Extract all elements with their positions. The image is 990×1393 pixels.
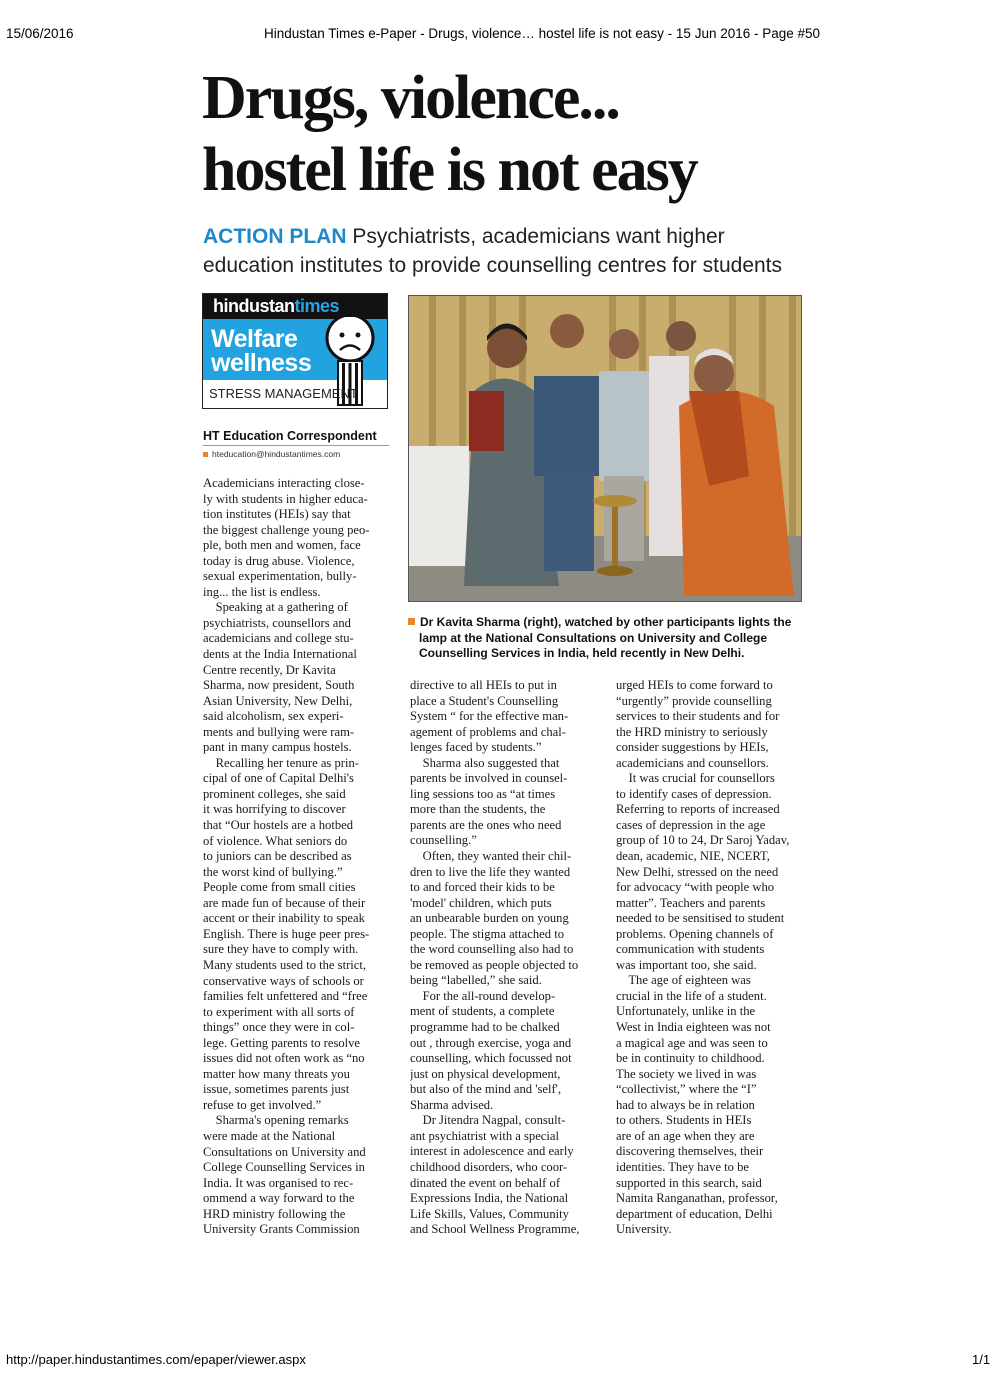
article-text-line: issue, sometimes parents just [203, 1082, 350, 1097]
article-text-line: place a Student's Counselling [410, 693, 559, 708]
article-text-line: identities. They have to be [616, 1159, 750, 1174]
article-text-line: dents at the India International [203, 647, 357, 662]
article-text-line: ly with students in higher educa- [203, 491, 368, 506]
article-text-line: needed to be sensitised to student [616, 911, 785, 926]
bullet-square-icon [203, 452, 208, 457]
article-text-line: said alcoholism, sex experi- [203, 709, 344, 724]
article-text-line: It was crucial for counsellors [616, 771, 775, 786]
article-text-line: Consultations on University and [203, 1144, 366, 1159]
article-text-line: today is drug abuse. Violence, [203, 553, 355, 568]
article-text-line: and School Wellness Programme, [410, 1222, 580, 1237]
article-text-line: things” once they were in col- [203, 1020, 355, 1035]
article-text-line: English. There is huge peer pres- [203, 926, 370, 941]
article-text-line: India. It was organised to rec- [203, 1175, 354, 1190]
article-text-line: matter”. Teachers and parents [616, 895, 766, 910]
logo-tagline: STRESS MANAGEMENT [209, 386, 358, 401]
article-text-line: Life Skills, Values, Community [410, 1206, 569, 1221]
article-text-line: cipal of one of Capital Delhi's [203, 771, 354, 786]
deck-text-1: Psychiatrists, academicians want higher [352, 225, 725, 248]
article-text-line: to experiment with all sorts of [203, 1004, 355, 1019]
article-text-line: were made at the National [203, 1128, 336, 1143]
article-text-line: be removed as people objected to [410, 957, 579, 972]
article-text-line: are of an age when they are [616, 1128, 755, 1143]
article-text-line: For the all-round develop- [410, 988, 556, 1003]
article-text-line: had to always be in relation [616, 1097, 755, 1112]
article-text-line: “collectivist,” where the “I” [616, 1082, 757, 1097]
article-text-line: Sharma, now president, South [203, 678, 355, 693]
article-text-line: Speaking at a gathering of [203, 600, 348, 615]
article-text-line: interest in adolescence and early [410, 1144, 574, 1159]
article-text-line: of violence. What seniors do [203, 833, 348, 848]
article-text-line: lege. Getting parents to resolve [203, 1035, 361, 1050]
article-text-line: the worst kind of bullying.” [203, 864, 343, 879]
article-text-line: was important too, she said. [616, 957, 757, 972]
article-text-line: ments and bullying were ram- [203, 724, 355, 739]
article-text-line: Referring to reports of increased [616, 802, 780, 817]
article-headline [202, 62, 802, 206]
article-text-line: people. The stigma attached to [410, 926, 564, 941]
article-text-line: an unbearable burden on young [410, 911, 569, 926]
article-deck [203, 222, 803, 280]
byline-email-text: hteducation@hindustantimes.com [212, 449, 341, 459]
deck-line-2: education institutes to provide counselling centres for students [203, 254, 783, 277]
article-text-line: it was horrifying to discover [203, 802, 346, 817]
article-text-line: ple, both men and women, face [203, 538, 361, 553]
article-column-2 [410, 678, 598, 1238]
logo-word-wellness: wellness [211, 349, 312, 377]
article-text-line: the word counselling also had to [410, 942, 574, 957]
article-text-line: pant in many campus hostels. [203, 740, 352, 755]
article-text-line: Dr Jitendra Nagpal, consult- [410, 1113, 566, 1128]
article-text-line: People come from small cities [203, 880, 356, 895]
article-text-line: Asian University, New Delhi, [203, 693, 353, 708]
article-text-line: College Counselling Services in [203, 1160, 365, 1175]
article-text-line: issues did not often work as “no [203, 1051, 365, 1066]
logo-word-welfare: Welfare [211, 325, 298, 353]
article-text-line: Namita Ranganathan, professor, [616, 1191, 778, 1206]
article-text-line: lenges faced by students.” [410, 740, 542, 755]
article-text-line: department of education, Delhi [616, 1206, 773, 1221]
byline-email [203, 449, 340, 459]
article-text-line: The age of eighteen was [616, 973, 751, 988]
article-text-line: ommend a way forward to the [203, 1191, 355, 1206]
article-text-line: agement of problems and chal- [410, 724, 566, 739]
byline-author: HT Education Correspondent [203, 429, 377, 443]
article-text-line: are made fun of because of their [203, 895, 366, 910]
article-text-line: The society we lived in was [616, 1066, 757, 1081]
article-text-line: that “Our hostels are a hotbed [203, 818, 354, 833]
event-photo-illustration [409, 296, 801, 601]
caption-line-3: Counselling Services in India, held recently in New Delhi. [419, 646, 745, 660]
welfare-wellness-logo [202, 293, 388, 409]
article-text-line: to juniors can be described as [203, 849, 352, 864]
article-text-line: Expressions India, the National [410, 1191, 569, 1206]
article-text-line: Sharma's opening remarks [203, 1113, 349, 1128]
print-date: 15/06/2016 [6, 26, 74, 41]
article-text-line: Recalling her tenure as prin- [203, 755, 359, 770]
headline-line-1: Drugs, violence... [202, 64, 619, 132]
print-url: http://paper.hindustantimes.com/epaper/viewer.aspx [6, 1352, 306, 1367]
caption-line-1 [408, 615, 802, 631]
article-text-line: childhood disorders, who coor- [410, 1159, 568, 1174]
article-text-line: to others. Students in HEIs [616, 1113, 752, 1128]
article-text-line: crucial in the life of a student. [616, 988, 767, 1003]
deck-line-1 [203, 222, 803, 251]
article-text-line: accent or their inability to speak [203, 911, 365, 926]
article-text-line: Sharma advised. [410, 1097, 494, 1112]
article-text-line: for advocacy “with people who [616, 880, 775, 895]
article-text-line: discovering themselves, their [616, 1144, 764, 1159]
byline-divider [203, 445, 389, 446]
article-text-line: prominent colleges, she said [203, 786, 346, 801]
logo-brand-part-2: times [294, 296, 340, 316]
photo-caption [408, 615, 802, 662]
article-text-line: sexual experimentation, bully- [203, 569, 357, 584]
print-page-number: 1/1 [972, 1352, 990, 1367]
article-text-line: communication with students [616, 942, 765, 957]
article-text-line: New Delhi, stressed on the need [616, 864, 779, 879]
article-text-line: ing... the list is endless. [203, 584, 321, 599]
article-text-line: tion institutes (HEIs) say that [203, 507, 351, 522]
article-text-line: more than the students, the [410, 802, 546, 817]
article-text-line: Many students used to the strict, [203, 957, 366, 972]
article-text-line: just on physical development, [410, 1066, 561, 1081]
article-text-line: Centre recently, Dr Kavita [203, 662, 336, 677]
article-text-line: parents be involved in counsel- [410, 771, 568, 786]
article-text-line: West in India eighteen was not [616, 1020, 771, 1035]
article-text-line: to and forced their kids to be [410, 880, 555, 895]
article-text-line: matter how many threats you [203, 1066, 350, 1081]
article-text-line: 'model' children, which puts [410, 895, 552, 910]
article-text-line: cases of depression in the age [616, 817, 766, 832]
article-text-line: to identify cases of depression. [616, 786, 772, 801]
article-text-line: but also of the mind and 'self', [410, 1082, 562, 1097]
article-text-line: the HRD ministry to seriously [616, 724, 768, 739]
article-text-line: System “ for the effective man- [410, 709, 569, 724]
article-text-line: urged HEIs to come forward to [616, 678, 773, 692]
article-text-line: being “labelled,” she said. [410, 973, 542, 988]
article-text-line: Unfortunately, unlike in the [616, 1004, 756, 1019]
caption-line-2: lamp at the National Consultations on University and College [419, 630, 768, 645]
article-text-line: problems. Opening channels of [616, 926, 774, 941]
article-text-line: supported in this search, said [616, 1175, 762, 1190]
event-photo [408, 295, 802, 602]
article-text-line: conservative ways of schools or [203, 973, 364, 988]
article-text-line: directive to all HEIs to put in [410, 678, 557, 692]
article-text-line: HRD ministry following the [203, 1206, 346, 1221]
article-text-line: out , through exercise, yoga and [410, 1035, 572, 1050]
article-text-line: programme had to be chalked [410, 1020, 560, 1035]
article-text-line: dinated the event on behalf of [410, 1175, 561, 1190]
article-text-line: Academicians interacting close- [203, 476, 365, 490]
article-text-line: ment of students, a complete [410, 1004, 555, 1019]
print-page-title: Hindustan Times e-Paper - Drugs, violence… hostel life is not easy - 15 Jun 2016 - Page #50 [264, 26, 821, 41]
article-text-line: families felt unfettered and “free [203, 989, 368, 1004]
article-text-line: University. [616, 1222, 672, 1237]
caption-text-1: Dr Kavita Sharma (right), watched by other participants lights the [420, 615, 792, 629]
article-text-line: counselling, which focussed not [410, 1051, 572, 1066]
logo-brand-part-1: hindustan [213, 296, 295, 316]
article-column-1 [203, 476, 391, 1238]
article-text-line: ant psychiatrist with a special [410, 1128, 559, 1143]
caption-bullet-icon [408, 618, 415, 625]
article-text-line: be in continuity to childhood. [616, 1051, 765, 1066]
article-text-line: counselling.” [410, 833, 477, 848]
article-text-line: academicians and counsellors. [616, 755, 769, 770]
article-text-line: ling sessions too as “at times [410, 786, 556, 801]
article-text-line: a magical age and was seen to [616, 1035, 768, 1050]
article-text-line: sure they have to comply with. [203, 942, 359, 957]
headline-line-2: hostel life is not easy [202, 136, 697, 204]
article-text-line: “urgently” provide counselling [616, 693, 772, 708]
article-text-line: psychiatrists, counsellors and [203, 615, 351, 630]
article-text-line: refuse to get involved.” [203, 1097, 322, 1112]
article-text-line: academicians and college stu- [203, 631, 354, 646]
article-text-line: dean, academic, NIE, NCERT, [616, 849, 770, 864]
article-text-line: the biggest challenge young peo- [203, 522, 370, 537]
article-text-line: consider suggestions by HEIs, [616, 740, 769, 755]
article-text-line: Sharma also suggested that [410, 755, 560, 770]
article-text-line: Often, they wanted their chil- [410, 849, 572, 864]
article-column-3 [616, 678, 804, 1238]
deck-kicker: ACTION PLAN [203, 225, 347, 248]
article-text-line: parents are the ones who need [410, 817, 562, 832]
article-text-line: services to their students and for [616, 709, 780, 724]
article-text-line: dren to live the life they wanted [410, 864, 571, 879]
article-text-line: University Grants Commission [203, 1222, 360, 1237]
article-text-line: group of 10 to 24, Dr Saroj Yadav, [616, 833, 790, 848]
